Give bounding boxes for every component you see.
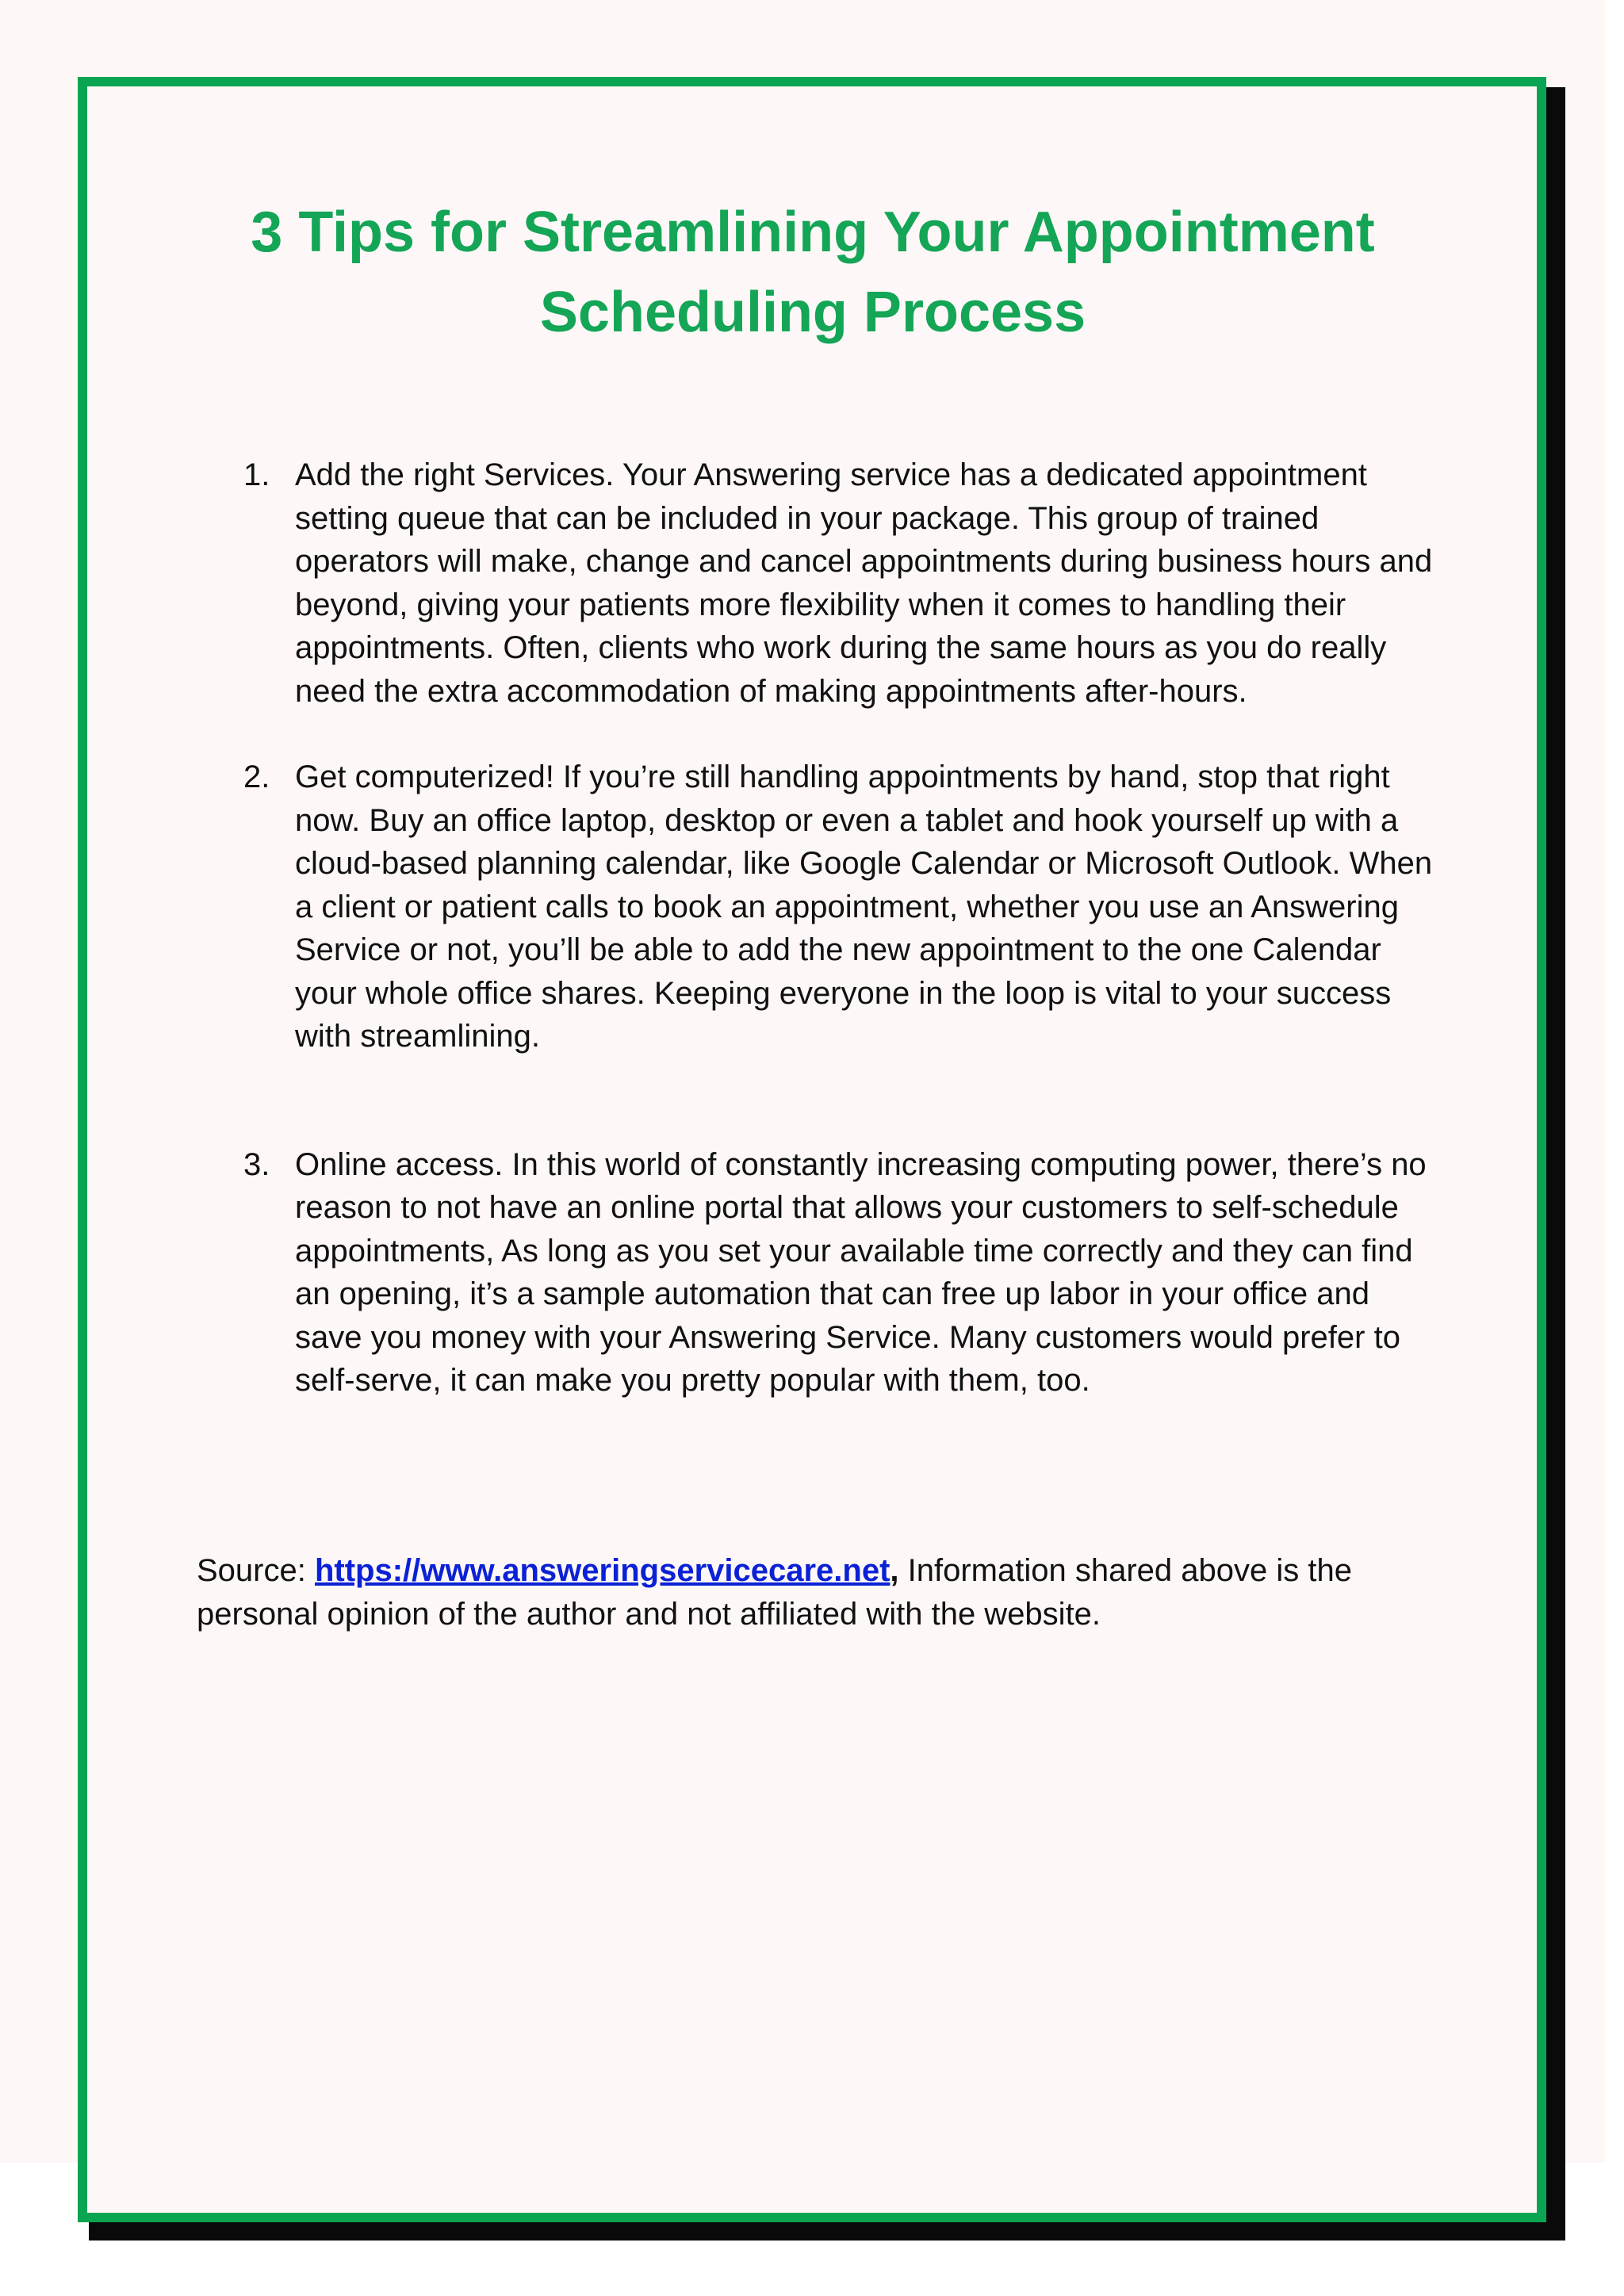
source-comma: , (890, 1553, 899, 1588)
source-note (197, 1549, 1465, 1636)
source-label: Source: (197, 1553, 315, 1588)
list-item-text: Get computerized! If you’re still handling appointments by hand, stop that right now. Buy an office laptop, desktop or even a tablet and hook yourself up with a cloud-based planning calendar, like Google Calendar or Microsoft Outlook. When a client or patient calls to book an appointment, whether you use an Answering Service or not, you’ll be able to add the new appointment to the one Calendar your whole office shares. Keeping everyone in the loop is vital to your success with streamlining. (295, 760, 1433, 1054)
source-link[interactable]: https://www.answeringservicecare.net (314, 1553, 891, 1588)
list-item (197, 756, 1442, 1058)
list-item-text: Add the right Services. Your Answering service has a dedicated appointment setting queue that can be included in your package. This group of trained operators will make, change and cancel appointments during business hours and beyond, giving your patients more flexibility when it comes to handling their appointments. Often, clients who work during the same hours as you do really need the extra accommodation of making appointments after-hours. (295, 457, 1433, 709)
list-item-number: 1. (243, 457, 270, 492)
list-item-number: 3. (243, 1146, 270, 1182)
tips-list (197, 453, 1442, 1402)
list-item-number: 2. (243, 760, 270, 794)
list-item (197, 1143, 1442, 1402)
source-disclaimer: Information shared above is the personal opinion of the author and not affiliated with the website. (197, 1553, 1352, 1632)
list-item-text: Online access. In this world of constantly increasing computing power, there’s no reason to not have an online portal that allows your customers to self-schedule appointments, As long as you set your available time correctly and they can find an opening, it’s a sample automation that can free up labor in your office and save you money with your Answering Service. Many customers would prefer to self-serve, it can make you pretty popular with them, too. (295, 1146, 1427, 1398)
page-title: 3 Tips for Streamlining Your Appointment Scheduling Process (251, 201, 1375, 344)
list-item (197, 453, 1442, 713)
